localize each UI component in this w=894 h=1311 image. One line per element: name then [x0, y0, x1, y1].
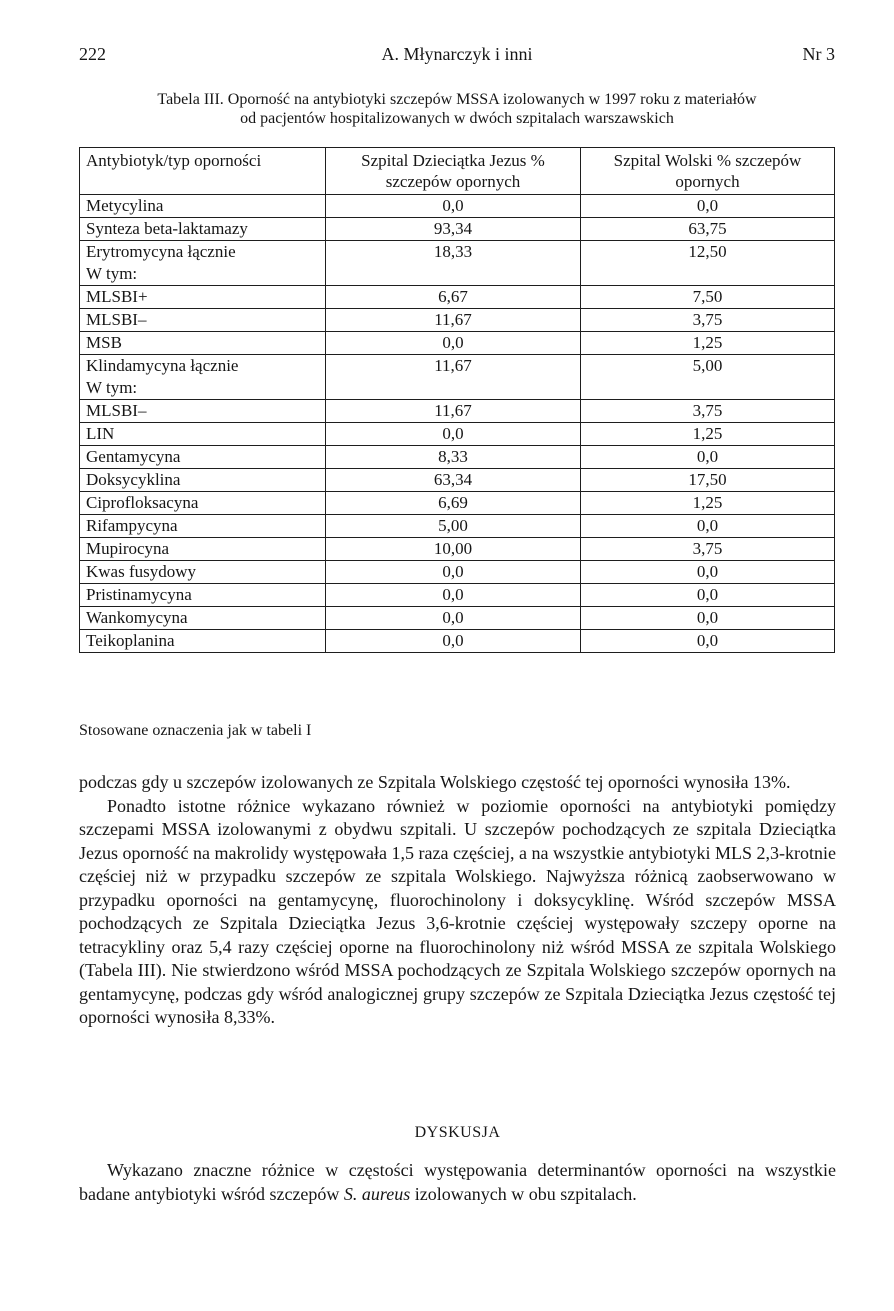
row-label: Gentamycyna [80, 446, 326, 469]
table-row [80, 584, 835, 607]
cell-wolski-value: 3,75 [581, 400, 835, 423]
cell-dj-value: 0,0 [326, 630, 581, 653]
row-label: MSB [80, 332, 326, 355]
cell-wolski-value: 0,0 [581, 195, 835, 218]
page-number: 222 [79, 44, 106, 64]
cell-wolski-value: 12,50 [581, 241, 835, 286]
cell-dj-value: 6,69 [326, 492, 581, 515]
column-header-wolski: Szpital Wolski % szczepów opornych [581, 148, 835, 195]
table-body [80, 195, 835, 653]
discussion-text [79, 1159, 836, 1206]
paragraph-1: podczas gdy u szczepów izolowanych ze Szpitala Wolskiego częstość tej oporności wynosiła 13%. [79, 772, 791, 792]
row-label: Doksycyklina [80, 469, 326, 492]
section-heading: DYSKUSJA [414, 1124, 501, 1141]
paragraph-3: Wykazano znaczne różnice w częstości występowania determinantów oporności na wszystkie badane antybiotyki wśród szczepów S. aureus izolowanych w obu szpitalach. [79, 1160, 836, 1204]
cell-dj-value: 11,67 [326, 355, 581, 400]
cell-dj-value: 63,34 [326, 469, 581, 492]
row-label: Klindamycyna łącznie W tym: [80, 355, 326, 400]
table-row [80, 561, 835, 584]
cell-wolski-value: 0,0 [581, 515, 835, 538]
cell-dj-value: 0,0 [326, 332, 581, 355]
row-label: Erytromycyna łącznie W tym: [80, 241, 326, 286]
cell-dj-value: 0,0 [326, 423, 581, 446]
cell-dj-value: 18,33 [326, 241, 581, 286]
cell-wolski-value: 7,50 [581, 286, 835, 309]
row-label: MLSBI– [80, 400, 326, 423]
table-caption-line-1: Tabela III. Oporność na antybiotyki szczepów MSSA izolowanych w 1997 roku z materiałów [157, 91, 757, 108]
column-header-dj: Szpital Dzieciątka Jezus % szczepów opornych [326, 148, 581, 195]
running-head-authors: A. Młynarczyk i inni [381, 44, 533, 64]
body-text [79, 771, 836, 1030]
row-label: Kwas fusydowy [80, 561, 326, 584]
cell-wolski-value: 0,0 [581, 607, 835, 630]
cell-dj-value: 0,0 [326, 561, 581, 584]
table-header-row [80, 148, 835, 195]
table-row [80, 195, 835, 218]
cell-wolski-value: 5,00 [581, 355, 835, 400]
row-label: Synteza beta-laktamazy [80, 218, 326, 241]
table-row [80, 332, 835, 355]
cell-dj-value: 93,34 [326, 218, 581, 241]
table-row [80, 309, 835, 332]
cell-wolski-value: 1,25 [581, 492, 835, 515]
table-row [80, 515, 835, 538]
table-row [80, 469, 835, 492]
issue-number: Nr 3 [802, 44, 835, 64]
row-label: LIN [80, 423, 326, 446]
row-label: MLSBI– [80, 309, 326, 332]
resistance-table [79, 147, 835, 653]
row-label: Rifampycyna [80, 515, 326, 538]
row-label: Metycylina [80, 195, 326, 218]
cell-dj-value: 11,67 [326, 309, 581, 332]
table-row [80, 286, 835, 309]
cell-dj-value: 11,67 [326, 400, 581, 423]
cell-dj-value: 10,00 [326, 538, 581, 561]
table-row [80, 400, 835, 423]
table-row [80, 355, 835, 400]
cell-wolski-value: 17,50 [581, 469, 835, 492]
running-head [79, 44, 835, 68]
paragraph-2: Ponadto istotne różnice wykazano również w poziomie oporności na antybiotyki pomiędzy szczepami MSSA izolowanymi z obydwu szpitali. U szczepów pochodzących ze szpitala Dzieciątka Jezus oporność na makrolidy występowała 1,5 raza częściej, a na wszystkie antybiotyki MLS 2,3-krotnie częściej niż w przypadku szczepów ze szpitala Wolskiego. Najwyższa różnicą zaobserwowano w przypadku oporności na gentamycynę, fluorochinolony i doksycyklinę. Wśród szczepów MSSA pochodzących ze Szpitala Dzieciątka Jezus 3,6-krotnie częściej występowały szczepy oporne na tetracykliny oraz 5,4 razy częściej oporne na fluorochinolony niż wśród MSSA ze szpitala Wolskiego (Tabela III). Nie stwierdzono wśród MSSA pochodzących ze Szpitala Wolskiego szczepów opornych na gentamycynę, podczas gdy wśród analogicznej grupy szczepów ze Szpitala Dzieciątka Jezus częstość tej oporności wynosiła 8,33%. [79, 795, 836, 1027]
cell-wolski-value: 3,75 [581, 538, 835, 561]
cell-dj-value: 0,0 [326, 584, 581, 607]
row-label: Teikoplanina [80, 630, 326, 653]
table-row [80, 492, 835, 515]
row-label: Wankomycyna [80, 607, 326, 630]
table-row [80, 630, 835, 653]
table-row [80, 218, 835, 241]
cell-dj-value: 8,33 [326, 446, 581, 469]
table-note: Stosowane oznaczenia jak w tabeli I [79, 722, 312, 739]
table-row [80, 538, 835, 561]
cell-wolski-value: 0,0 [581, 630, 835, 653]
table-row [80, 423, 835, 446]
cell-dj-value: 0,0 [326, 195, 581, 218]
cell-wolski-value: 3,75 [581, 309, 835, 332]
row-label: Ciprofloksacyna [80, 492, 326, 515]
cell-wolski-value: 0,0 [581, 561, 835, 584]
row-label: Pristinamycyna [80, 584, 326, 607]
cell-wolski-value: 0,0 [581, 446, 835, 469]
table-caption-line-2: od pacjentów hospitalizowanych w dwóch szpitalach warszawskich [240, 110, 674, 127]
table-caption [79, 90, 835, 128]
cell-dj-value: 6,67 [326, 286, 581, 309]
cell-dj-value: 5,00 [326, 515, 581, 538]
table-row [80, 241, 835, 286]
column-header-antibiotic: Antybiotyk/typ oporności [80, 148, 326, 195]
cell-wolski-value: 1,25 [581, 423, 835, 446]
cell-dj-value: 0,0 [326, 607, 581, 630]
cell-wolski-value: 63,75 [581, 218, 835, 241]
cell-wolski-value: 0,0 [581, 584, 835, 607]
table-row [80, 607, 835, 630]
table-row [80, 446, 835, 469]
row-label: Mupirocyna [80, 538, 326, 561]
row-label: MLSBI+ [80, 286, 326, 309]
cell-wolski-value: 1,25 [581, 332, 835, 355]
species-name: S. aureus [343, 1183, 411, 1204]
